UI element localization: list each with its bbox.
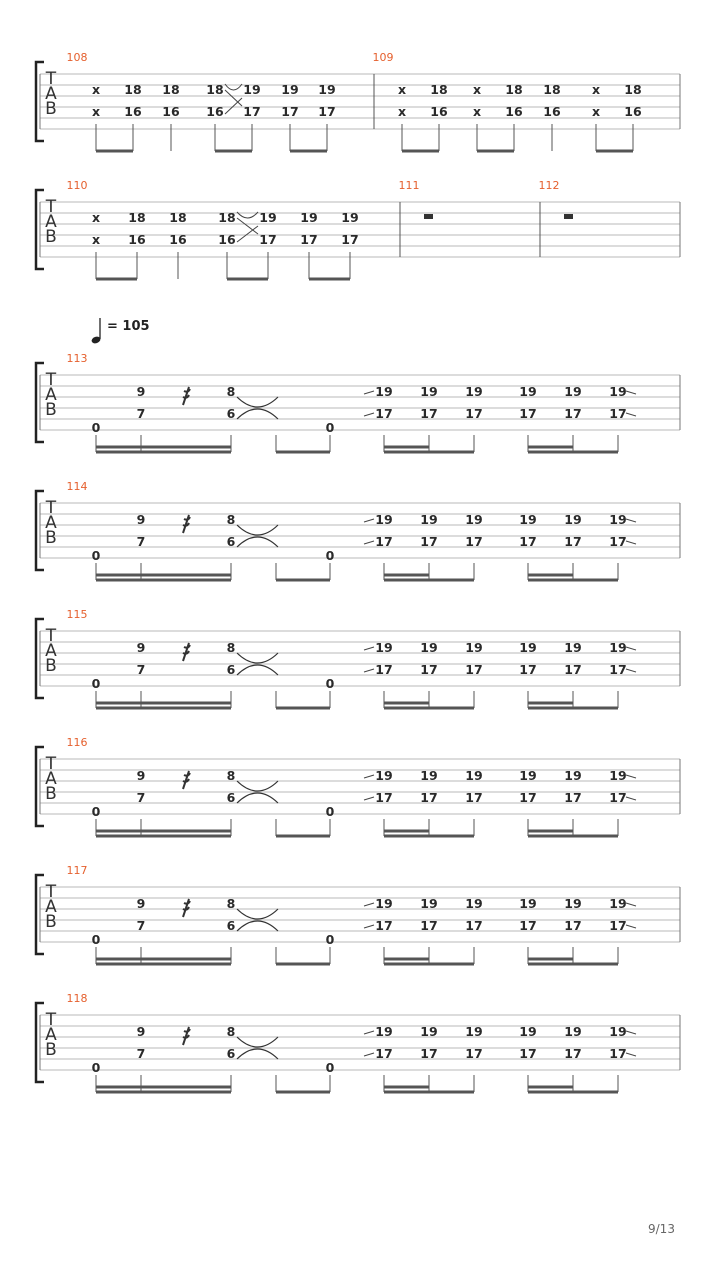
measure-number: 114 bbox=[66, 480, 88, 493]
slide-in bbox=[364, 519, 374, 522]
fret-number: 17 bbox=[341, 232, 359, 247]
fret-number: 16 bbox=[124, 104, 142, 119]
fret-number: 19 bbox=[300, 210, 318, 225]
tab-clef-t: T bbox=[45, 69, 57, 89]
fret-number: x bbox=[591, 82, 601, 97]
fret-number: 17 bbox=[259, 232, 277, 247]
fret-number: 17 bbox=[564, 918, 582, 933]
fret-number: 7 bbox=[136, 406, 146, 421]
fret-number: 19 bbox=[519, 384, 537, 399]
fret-number: 19 bbox=[564, 384, 582, 399]
tab-clef-a: A bbox=[45, 513, 57, 533]
fret-number: 7 bbox=[136, 662, 146, 677]
fret-number: 18 bbox=[128, 210, 146, 225]
fret-number: 17 bbox=[318, 104, 336, 119]
fret-number: 18 bbox=[505, 82, 523, 97]
slide-out bbox=[626, 1031, 636, 1034]
tempo-marking bbox=[91, 318, 150, 345]
fret-number: 17 bbox=[609, 534, 627, 549]
fret-number: 17 bbox=[609, 918, 627, 933]
slide-in bbox=[364, 413, 374, 416]
fret-number: x bbox=[472, 82, 482, 97]
slide-out bbox=[626, 519, 636, 522]
fret-number: 19 bbox=[420, 512, 438, 527]
fret-number: 17 bbox=[281, 104, 299, 119]
tie-arc bbox=[237, 653, 278, 663]
page-number: 9/13 bbox=[648, 1222, 675, 1236]
sixteenth-rest bbox=[183, 643, 190, 661]
fret-number: 17 bbox=[564, 1046, 582, 1061]
fret-number: 19 bbox=[259, 210, 277, 225]
fret-number: 8 bbox=[226, 768, 236, 783]
slide-out bbox=[626, 647, 636, 650]
fret-number: 19 bbox=[281, 82, 299, 97]
tab-clef-t: T bbox=[45, 882, 57, 902]
fret-number: 17 bbox=[609, 662, 627, 677]
slide-out bbox=[626, 1053, 636, 1056]
fret-number: 0 bbox=[91, 932, 101, 947]
measure-number: 113 bbox=[66, 352, 88, 365]
fret-number: 0 bbox=[325, 804, 335, 819]
fret-number: 17 bbox=[465, 662, 483, 677]
tab-clef-b: B bbox=[45, 99, 57, 119]
fret-number: 17 bbox=[375, 1046, 393, 1061]
fret-number: 8 bbox=[226, 1024, 236, 1039]
fret-number: 19 bbox=[564, 768, 582, 783]
fret-number: 7 bbox=[136, 918, 146, 933]
fret-number: 9 bbox=[136, 512, 146, 527]
fret-number: 17 bbox=[609, 406, 627, 421]
fret-number: 19 bbox=[318, 82, 336, 97]
fret-number: 8 bbox=[226, 512, 236, 527]
slide-in bbox=[364, 1053, 374, 1056]
fret-number: 7 bbox=[136, 790, 146, 805]
fret-number: x bbox=[591, 104, 601, 119]
fret-number: 17 bbox=[564, 406, 582, 421]
tie-arc bbox=[237, 909, 278, 919]
fret-number: 19 bbox=[519, 512, 537, 527]
fret-number: 17 bbox=[519, 790, 537, 805]
tie-arc bbox=[237, 409, 278, 419]
tab-clef-b: B bbox=[45, 912, 57, 932]
fret-number: 17 bbox=[243, 104, 261, 119]
tab-clef-b: B bbox=[45, 656, 57, 676]
fret-number: 19 bbox=[564, 512, 582, 527]
fret-number: 0 bbox=[91, 548, 101, 563]
tab-clef-a: A bbox=[45, 769, 57, 789]
fret-number: 6 bbox=[226, 1046, 236, 1061]
fret-number: 18 bbox=[169, 210, 187, 225]
measure-number: 108 bbox=[66, 51, 88, 64]
fret-number: 19 bbox=[519, 1024, 537, 1039]
tab-clef-a: A bbox=[45, 84, 57, 104]
staff-system-5 bbox=[36, 608, 680, 708]
tab-clef-t: T bbox=[45, 754, 57, 774]
fret-number: 19 bbox=[519, 896, 537, 911]
fret-number: 19 bbox=[465, 896, 483, 911]
tie-arc bbox=[237, 781, 278, 791]
fret-number: 19 bbox=[375, 768, 393, 783]
fret-number: x bbox=[397, 82, 407, 97]
slide-out bbox=[626, 797, 636, 800]
fret-number: 19 bbox=[564, 1024, 582, 1039]
fret-number: 8 bbox=[226, 384, 236, 399]
slide-line bbox=[237, 218, 258, 234]
sixteenth-rest bbox=[183, 771, 190, 789]
fret-number: 17 bbox=[519, 534, 537, 549]
tempo-value: = 105 bbox=[107, 319, 150, 334]
slide-out bbox=[626, 391, 636, 394]
sixteenth-rest bbox=[183, 387, 190, 405]
fret-number: 0 bbox=[325, 1060, 335, 1075]
slide-in bbox=[364, 797, 374, 800]
fret-number: 0 bbox=[91, 804, 101, 819]
tie-arc bbox=[237, 793, 278, 803]
fret-number: 8 bbox=[226, 640, 236, 655]
fret-number: 19 bbox=[609, 384, 627, 399]
fret-number: 0 bbox=[91, 1060, 101, 1075]
measure-number: 112 bbox=[538, 179, 560, 192]
fret-number: 16 bbox=[169, 232, 187, 247]
fret-number: 17 bbox=[420, 1046, 438, 1061]
fret-number: 17 bbox=[375, 662, 393, 677]
fret-number: 19 bbox=[609, 512, 627, 527]
fret-number: 19 bbox=[375, 512, 393, 527]
fret-number: 19 bbox=[420, 1024, 438, 1039]
measure-number: 111 bbox=[398, 179, 420, 192]
fret-number: 16 bbox=[430, 104, 448, 119]
fret-number: 0 bbox=[325, 676, 335, 691]
fret-number: 16 bbox=[162, 104, 180, 119]
fret-number: 7 bbox=[136, 1046, 146, 1061]
fret-number: 17 bbox=[465, 918, 483, 933]
fret-number: x bbox=[472, 104, 482, 119]
fret-number: 19 bbox=[375, 384, 393, 399]
fret-number: 17 bbox=[609, 1046, 627, 1061]
staff-system-8 bbox=[36, 992, 680, 1092]
fret-number: 17 bbox=[519, 1046, 537, 1061]
fret-number: 18 bbox=[543, 82, 561, 97]
tab-clef-b: B bbox=[45, 1040, 57, 1060]
tab-clef-a: A bbox=[45, 1025, 57, 1045]
slide-out bbox=[626, 413, 636, 416]
fret-number: 17 bbox=[465, 534, 483, 549]
fret-number: x bbox=[91, 232, 101, 247]
fret-number: x bbox=[91, 104, 101, 119]
fret-number: 19 bbox=[375, 896, 393, 911]
fret-number: 17 bbox=[420, 790, 438, 805]
measure-number: 115 bbox=[66, 608, 88, 621]
fret-number: 6 bbox=[226, 534, 236, 549]
fret-number: 19 bbox=[375, 640, 393, 655]
tab-clef-t: T bbox=[45, 370, 57, 390]
tab-clef-a: A bbox=[45, 897, 57, 917]
fret-number: 8 bbox=[226, 896, 236, 911]
fret-number: 18 bbox=[624, 82, 642, 97]
tab-clef-b: B bbox=[45, 227, 57, 247]
fret-number: 19 bbox=[465, 512, 483, 527]
fret-number: 6 bbox=[226, 918, 236, 933]
tie-arc bbox=[237, 537, 278, 547]
tie-arc bbox=[237, 525, 278, 535]
tab-clef-a: A bbox=[45, 641, 57, 661]
fret-number: 16 bbox=[624, 104, 642, 119]
fret-number: 17 bbox=[465, 406, 483, 421]
fret-number: 19 bbox=[420, 896, 438, 911]
slide-in bbox=[364, 925, 374, 928]
fret-number: 16 bbox=[505, 104, 523, 119]
fret-number: 0 bbox=[91, 420, 101, 435]
slide-in bbox=[364, 1031, 374, 1034]
fret-number: 19 bbox=[465, 768, 483, 783]
fret-number: x bbox=[91, 210, 101, 225]
fret-number: 18 bbox=[124, 82, 142, 97]
fret-number: 19 bbox=[609, 896, 627, 911]
slide-in bbox=[364, 903, 374, 906]
tie-arc bbox=[237, 921, 278, 931]
fret-number: 17 bbox=[420, 534, 438, 549]
staff-system-6 bbox=[36, 736, 680, 836]
staff-system-3 bbox=[36, 352, 680, 452]
fret-number: 18 bbox=[162, 82, 180, 97]
fret-number: 0 bbox=[325, 420, 335, 435]
tab-clef-b: B bbox=[45, 528, 57, 548]
sixteenth-rest bbox=[183, 1027, 190, 1045]
fret-number: 17 bbox=[420, 662, 438, 677]
staff-system-4 bbox=[36, 480, 680, 580]
measure-number: 116 bbox=[66, 736, 88, 749]
fret-number: 6 bbox=[226, 662, 236, 677]
fret-number: 17 bbox=[465, 790, 483, 805]
fret-number: 17 bbox=[375, 406, 393, 421]
fret-number: 19 bbox=[519, 768, 537, 783]
staff-system-7 bbox=[36, 864, 680, 964]
fret-number: 17 bbox=[375, 534, 393, 549]
fret-number: 17 bbox=[420, 406, 438, 421]
fret-number: 18 bbox=[206, 82, 224, 97]
fret-number: 18 bbox=[430, 82, 448, 97]
slide-in bbox=[364, 541, 374, 544]
fret-number: x bbox=[397, 104, 407, 119]
fret-number: 19 bbox=[609, 1024, 627, 1039]
fret-number: 19 bbox=[341, 210, 359, 225]
fret-number: 7 bbox=[136, 534, 146, 549]
fret-number: 19 bbox=[420, 640, 438, 655]
fret-number: 17 bbox=[519, 662, 537, 677]
fret-number: 0 bbox=[325, 932, 335, 947]
tie-arc bbox=[237, 1037, 278, 1047]
measure-number: 109 bbox=[372, 51, 394, 64]
sixteenth-rest bbox=[183, 899, 190, 917]
fret-number: 19 bbox=[465, 640, 483, 655]
tab-clef-a: A bbox=[45, 385, 57, 405]
fret-number: 6 bbox=[226, 406, 236, 421]
measure-number: 117 bbox=[66, 864, 88, 877]
tab-clef-b: B bbox=[45, 784, 57, 804]
fret-number: 19 bbox=[420, 384, 438, 399]
tie-arc bbox=[237, 665, 278, 675]
fret-number: 17 bbox=[564, 534, 582, 549]
slide-out bbox=[626, 903, 636, 906]
measure-number: 110 bbox=[66, 179, 88, 192]
fret-number: 17 bbox=[420, 918, 438, 933]
fret-number: 19 bbox=[465, 1024, 483, 1039]
fret-number: 17 bbox=[519, 918, 537, 933]
measure-number: 118 bbox=[66, 992, 88, 1005]
fret-number: 17 bbox=[564, 662, 582, 677]
fret-number: 9 bbox=[136, 1024, 146, 1039]
fret-number: 17 bbox=[465, 1046, 483, 1061]
slide-in bbox=[364, 669, 374, 672]
staff-system-2 bbox=[36, 179, 680, 279]
fret-number: 16 bbox=[218, 232, 236, 247]
slide-in bbox=[364, 391, 374, 394]
fret-number: 19 bbox=[243, 82, 261, 97]
tie-arc bbox=[237, 1049, 278, 1059]
slide-out bbox=[626, 541, 636, 544]
fret-number: 17 bbox=[609, 790, 627, 805]
fret-number: 17 bbox=[375, 790, 393, 805]
fret-number: 18 bbox=[218, 210, 236, 225]
slide-line bbox=[225, 98, 242, 114]
fret-number: 19 bbox=[465, 384, 483, 399]
whole-rest bbox=[564, 214, 573, 219]
fret-number: 19 bbox=[375, 1024, 393, 1039]
fret-number: 19 bbox=[609, 768, 627, 783]
fret-number: 19 bbox=[519, 640, 537, 655]
fret-number: 19 bbox=[564, 896, 582, 911]
fret-number: 9 bbox=[136, 384, 146, 399]
fret-number: 6 bbox=[226, 790, 236, 805]
fret-number: 17 bbox=[375, 918, 393, 933]
tab-clef-b: B bbox=[45, 400, 57, 420]
fret-number: 0 bbox=[325, 548, 335, 563]
fret-number: 19 bbox=[564, 640, 582, 655]
fret-number: 19 bbox=[609, 640, 627, 655]
fret-number: 17 bbox=[300, 232, 318, 247]
fret-number: 9 bbox=[136, 896, 146, 911]
slide-out bbox=[626, 925, 636, 928]
slide-out bbox=[626, 669, 636, 672]
slide-line bbox=[237, 226, 258, 242]
whole-rest bbox=[424, 214, 433, 219]
fret-number: 16 bbox=[128, 232, 146, 247]
slide-in bbox=[364, 775, 374, 778]
staff-system-1 bbox=[36, 51, 680, 151]
tab-clef-t: T bbox=[45, 626, 57, 646]
sixteenth-rest bbox=[183, 515, 190, 533]
tab-clef-t: T bbox=[45, 1010, 57, 1030]
tab-clef-t: T bbox=[45, 498, 57, 518]
fret-number: 19 bbox=[420, 768, 438, 783]
fret-number: 0 bbox=[91, 676, 101, 691]
tab-clef-a: A bbox=[45, 212, 57, 232]
fret-number: x bbox=[91, 82, 101, 97]
fret-number: 9 bbox=[136, 768, 146, 783]
fret-number: 16 bbox=[543, 104, 561, 119]
tie-arc bbox=[237, 397, 278, 407]
fret-number: 17 bbox=[564, 790, 582, 805]
fret-number: 16 bbox=[206, 104, 224, 119]
tab-clef-t: T bbox=[45, 197, 57, 217]
slide-in bbox=[364, 647, 374, 650]
slide-out bbox=[626, 775, 636, 778]
fret-number: 9 bbox=[136, 640, 146, 655]
fret-number: 17 bbox=[519, 406, 537, 421]
slide-line bbox=[225, 90, 242, 106]
